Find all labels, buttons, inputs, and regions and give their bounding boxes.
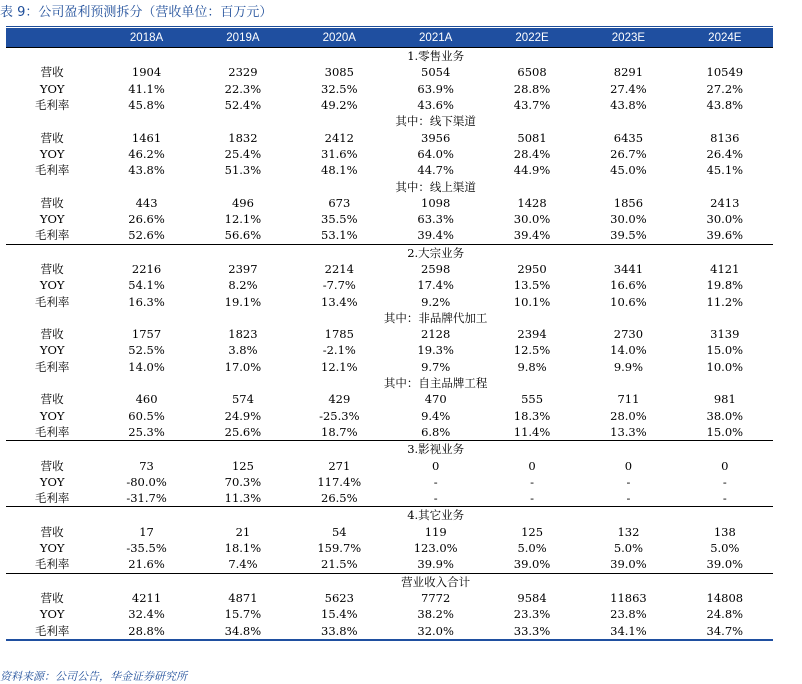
section-title: 1.零售业务 — [98, 48, 773, 65]
value-cell: 2216 — [131, 262, 162, 276]
value-cell: 6435 — [613, 130, 644, 145]
value-cell: 11863 — [610, 590, 647, 605]
value-cell: 10.0% — [706, 359, 744, 374]
value-cell: 4211 — [131, 590, 162, 605]
value-cell: 43.6% — [417, 98, 454, 113]
value-cell: 17 — [139, 524, 154, 539]
table-row — [6, 342, 773, 358]
value-cell: 46.2% — [128, 146, 165, 161]
value-cell: 2329 — [228, 65, 258, 80]
value-cell: 8.2% — [228, 278, 258, 293]
table-row — [6, 606, 773, 622]
value-cell: 271 — [328, 458, 351, 473]
value-cell: -2.1% — [322, 343, 356, 358]
table-row — [6, 97, 773, 113]
value-cell: 32.5% — [321, 81, 358, 96]
value-cell: 1823 — [228, 327, 258, 342]
table-body — [6, 48, 773, 640]
table-row — [6, 540, 773, 556]
value-cell: - — [433, 474, 438, 489]
table-row — [6, 64, 773, 80]
row-label: 毛利率 — [34, 294, 70, 309]
value-cell: 27.4% — [610, 81, 647, 96]
value-cell: 1757 — [131, 327, 162, 342]
value-cell: 41.1% — [128, 81, 165, 96]
value-cell: 39.5% — [610, 228, 647, 243]
table-row — [6, 211, 773, 227]
row-label: 营收 — [40, 130, 64, 145]
value-cell: 159.7% — [317, 541, 362, 556]
value-cell: 60.5% — [128, 408, 165, 423]
value-cell: 1098 — [421, 195, 451, 210]
table-row — [6, 162, 773, 178]
row-label: 营收 — [40, 458, 64, 473]
row-label: YOY — [39, 474, 65, 489]
value-cell: 2598 — [421, 262, 451, 276]
value-cell: 45.8% — [128, 98, 165, 113]
value-cell: 2412 — [324, 130, 354, 145]
value-cell: 14.0% — [128, 359, 165, 374]
table-row — [6, 622, 773, 639]
value-cell: 1461 — [131, 130, 162, 145]
value-cell: 39.9% — [417, 557, 454, 572]
value-cell: 17.0% — [224, 359, 262, 374]
value-cell: 45.1% — [706, 163, 744, 178]
value-cell: 26.6% — [128, 212, 165, 227]
value-cell: 19.3% — [417, 343, 454, 358]
value-cell: 6.8% — [421, 424, 451, 439]
title-divider — [6, 26, 773, 27]
section-blank-cell — [6, 113, 98, 129]
value-cell: 2413 — [710, 195, 740, 210]
section-blank-cell — [6, 48, 98, 65]
section-header-row — [6, 310, 773, 326]
section-title: 3.影视业务 — [98, 441, 773, 458]
value-cell: 8136 — [710, 130, 740, 145]
value-cell: 34.8% — [195, 622, 291, 639]
section-header-row — [6, 441, 773, 458]
value-cell: 39.4% — [417, 228, 454, 243]
value-cell: 2950 — [517, 262, 547, 276]
value-cell: 63.3% — [417, 212, 454, 227]
value-cell: 3441 — [613, 262, 644, 276]
value-cell: 28.0% — [610, 408, 647, 423]
value-cell: 123.0% — [413, 541, 458, 556]
value-cell: 1856 — [613, 195, 644, 210]
value-cell: 5623 — [324, 590, 354, 605]
value-cell: 21 — [235, 524, 251, 539]
value-cell: 3085 — [324, 65, 354, 80]
table-row — [6, 129, 773, 145]
value-cell: 54.1% — [128, 278, 165, 293]
value-cell: 0 — [528, 458, 536, 473]
row-label: YOY — [39, 607, 65, 622]
section-blank-cell — [6, 507, 98, 524]
value-cell: 22.3% — [224, 81, 262, 96]
header-cell: 2023E — [580, 28, 676, 48]
value-cell: -7.7% — [322, 278, 356, 293]
value-cell: 64.0% — [417, 146, 454, 161]
value-cell: 5.0% — [710, 541, 740, 556]
value-cell: 33.3% — [484, 622, 580, 639]
value-cell: 7.4% — [228, 557, 258, 572]
value-cell: 43.7% — [513, 98, 551, 113]
table-row — [6, 424, 773, 441]
value-cell: 6508 — [517, 65, 547, 80]
value-cell: 14.0% — [610, 343, 647, 358]
table-row — [6, 457, 773, 473]
value-cell: 45.0% — [610, 163, 647, 178]
value-cell: 9584 — [517, 590, 547, 605]
value-cell: 1832 — [228, 130, 258, 145]
value-cell: 2730 — [613, 327, 644, 342]
value-cell: 8291 — [613, 65, 644, 80]
header-row — [6, 28, 773, 48]
section-title: 其中：线下渠道 — [395, 114, 476, 129]
value-cell: 23.8% — [610, 607, 647, 622]
value-cell: 30.0% — [610, 212, 647, 227]
value-cell: 12.5% — [513, 343, 551, 358]
value-cell: 119 — [424, 524, 447, 539]
section-header-row — [6, 573, 773, 590]
value-cell: 5.0% — [613, 541, 644, 556]
value-cell: 11.2% — [706, 294, 744, 309]
row-label: 毛利率 — [34, 424, 70, 439]
value-cell: 12.1% — [224, 212, 262, 227]
row-label: 毛利率 — [6, 622, 98, 639]
value-cell: 52.6% — [128, 228, 165, 243]
value-cell: 52.5% — [128, 343, 165, 358]
value-cell: 132 — [617, 524, 640, 539]
section-header-row — [6, 375, 773, 391]
row-label: 营收 — [40, 195, 64, 210]
section-blank-cell — [6, 310, 98, 326]
value-cell: - — [530, 474, 534, 489]
value-cell: 17.4% — [417, 278, 454, 293]
value-cell: 44.9% — [513, 163, 551, 178]
value-cell: 14808 — [706, 590, 744, 605]
row-label: 毛利率 — [34, 557, 70, 572]
value-cell: 5054 — [421, 65, 451, 80]
value-cell: 26.5% — [321, 491, 358, 506]
value-cell: 70.3% — [224, 474, 262, 489]
row-label: YOY — [39, 408, 65, 423]
value-cell: 52.4% — [224, 98, 262, 113]
value-cell: 16.3% — [128, 294, 165, 309]
row-label: YOY — [39, 146, 65, 161]
table-row — [6, 490, 773, 507]
value-cell: 43.8% — [128, 163, 165, 178]
value-cell: 5.0% — [517, 541, 547, 556]
value-cell: 30.0% — [706, 212, 744, 227]
value-cell: 53.1% — [321, 228, 358, 243]
value-cell: 443 — [135, 195, 158, 210]
value-cell: 138 — [713, 524, 736, 539]
value-cell: 38.2% — [417, 607, 454, 622]
value-cell: 49.2% — [321, 98, 358, 113]
section-blank-cell — [6, 244, 98, 261]
value-cell: 673 — [328, 195, 351, 210]
section-title: 营业收入合计 — [98, 573, 773, 590]
table-row — [6, 81, 773, 97]
value-cell: - — [626, 491, 631, 506]
section-title: 其中：自主品牌工程 — [383, 376, 488, 391]
table-row — [6, 556, 773, 573]
value-cell: 11.3% — [224, 491, 262, 506]
value-cell: 429 — [328, 392, 351, 407]
row-label: YOY — [39, 278, 65, 293]
value-cell: 9.2% — [421, 294, 451, 309]
value-cell: 25.3% — [128, 424, 165, 439]
value-cell: 15.4% — [321, 607, 358, 622]
value-cell: 9.7% — [421, 359, 451, 374]
value-cell: 31.6% — [321, 146, 358, 161]
value-cell: 19.1% — [224, 294, 262, 309]
header-cell: 2020A — [291, 28, 387, 48]
row-label: 营收 — [40, 524, 64, 539]
value-cell: 10549 — [706, 65, 744, 80]
value-cell: 5081 — [517, 130, 547, 145]
value-cell: 15.0% — [706, 343, 744, 358]
value-cell: 28.8% — [513, 81, 551, 96]
value-cell: 73 — [139, 458, 154, 473]
value-cell: 10.6% — [610, 294, 647, 309]
value-cell: 460 — [135, 392, 158, 407]
value-cell: 0 — [721, 458, 729, 473]
table-row — [6, 524, 773, 540]
value-cell: 18.3% — [513, 408, 551, 423]
value-cell: 10.1% — [513, 294, 551, 309]
row-label: 营收 — [40, 590, 64, 605]
table-row — [6, 146, 773, 162]
value-cell: 33.8% — [291, 622, 387, 639]
table-row — [6, 474, 773, 490]
value-cell: 2397 — [228, 262, 258, 276]
table-row — [6, 408, 773, 424]
table-row — [6, 261, 773, 277]
section-title: 其中：线上渠道 — [395, 179, 476, 194]
value-cell: 28.8% — [98, 622, 194, 639]
value-cell: 34.1% — [580, 622, 676, 639]
row-label: 毛利率 — [34, 98, 70, 113]
value-cell: 32.0% — [387, 622, 483, 639]
value-cell: 0 — [432, 458, 440, 473]
value-cell: 711 — [617, 392, 640, 407]
value-cell: 39.0% — [610, 557, 647, 572]
value-cell: 2128 — [421, 327, 451, 342]
value-cell: 1428 — [517, 195, 547, 210]
value-cell: 13.5% — [513, 278, 551, 293]
row-label: 毛利率 — [34, 163, 70, 178]
table-row — [6, 293, 773, 309]
value-cell: 9.9% — [613, 359, 644, 374]
value-cell: 30.0% — [513, 212, 551, 227]
table-row — [6, 277, 773, 293]
value-cell: 15.7% — [224, 607, 262, 622]
row-label: 毛利率 — [34, 491, 70, 506]
value-cell: 13.3% — [610, 424, 647, 439]
row-label: 营收 — [40, 262, 64, 276]
value-cell: 39.0% — [513, 557, 551, 572]
value-cell: 32.4% — [128, 607, 165, 622]
value-cell: 25.6% — [224, 424, 262, 439]
value-cell: 117.4% — [317, 474, 362, 489]
value-cell: 3956 — [421, 130, 451, 145]
section-title: 2.大宗业务 — [98, 244, 773, 261]
value-cell: 44.7% — [417, 163, 454, 178]
value-cell: 125 — [521, 524, 544, 539]
row-label: YOY — [39, 81, 65, 96]
header-cell: 2019A — [195, 28, 291, 48]
table-row — [6, 195, 773, 211]
value-cell: 23.3% — [513, 607, 551, 622]
value-cell: 63.9% — [417, 81, 454, 96]
value-cell: 9.8% — [517, 359, 547, 374]
section-header-row — [6, 113, 773, 129]
value-cell: - — [626, 474, 631, 489]
row-label: 营收 — [40, 327, 64, 342]
value-cell: 56.6% — [224, 228, 262, 243]
value-cell: 18.1% — [224, 541, 262, 556]
value-cell: 27.2% — [706, 81, 744, 96]
value-cell: 1904 — [131, 65, 162, 80]
value-cell: 4871 — [228, 590, 258, 605]
table-title: 表 9：公司盈利预测拆分（营收单位：百万元） — [0, 5, 273, 20]
header-cell — [6, 28, 98, 48]
value-cell: 125 — [231, 458, 254, 473]
value-cell: 3.8% — [228, 343, 258, 358]
header-cell: 2022E — [484, 28, 580, 48]
header-cell: 2021A — [387, 28, 483, 48]
value-cell: 39.4% — [513, 228, 551, 243]
value-cell: 35.5% — [321, 212, 358, 227]
table-row — [6, 391, 773, 407]
value-cell: 7772 — [421, 590, 451, 605]
value-cell: 0 — [624, 458, 633, 473]
value-cell: 38.0% — [706, 408, 744, 423]
value-cell: 2394 — [517, 327, 547, 342]
value-cell: 24.9% — [224, 408, 262, 423]
value-cell: 28.4% — [513, 146, 551, 161]
value-cell: 13.4% — [321, 294, 358, 309]
value-cell: 15.0% — [706, 424, 744, 439]
value-cell: - — [530, 491, 534, 506]
value-cell: 21.5% — [321, 557, 358, 572]
value-cell: 470 — [424, 392, 447, 407]
value-cell: 39.6% — [706, 228, 744, 243]
value-cell: 981 — [713, 392, 736, 407]
value-cell: - — [433, 491, 438, 506]
section-header-row — [6, 244, 773, 261]
header-cell: 2018A — [98, 28, 194, 48]
row-label: 营收 — [40, 392, 64, 407]
section-blank-cell — [6, 573, 98, 590]
value-cell: 24.8% — [706, 607, 744, 622]
row-label: YOY — [39, 212, 65, 227]
value-cell: -35.5% — [126, 541, 167, 556]
section-blank-cell — [6, 178, 98, 194]
value-cell: - — [722, 491, 727, 506]
value-cell: -80.0% — [126, 474, 167, 489]
section-blank-cell — [6, 441, 98, 458]
value-cell: 18.7% — [321, 424, 358, 439]
value-cell: 48.1% — [321, 163, 358, 178]
value-cell: 16.6% — [610, 278, 647, 293]
table-row — [6, 359, 773, 375]
row-label: YOY — [39, 343, 65, 358]
section-header-row — [6, 507, 773, 524]
header-cell: 2024E — [677, 28, 773, 48]
section-header-row — [6, 48, 773, 65]
value-cell: 43.8% — [610, 98, 647, 113]
value-cell: 34.7% — [677, 622, 773, 639]
value-cell: 51.3% — [224, 163, 262, 178]
section-header-row — [6, 178, 773, 194]
value-cell: -25.3% — [319, 408, 360, 423]
row-label: 营收 — [40, 65, 64, 80]
source-note: 资料来源：公司公告，华金证券研究所 — [0, 670, 187, 683]
table-row — [6, 227, 773, 244]
value-cell: 26.7% — [610, 146, 647, 161]
section-title: 其中：非品牌代加工 — [383, 310, 488, 325]
value-cell: 26.4% — [706, 146, 744, 161]
table-row — [6, 326, 773, 342]
forecast-table — [6, 28, 773, 641]
value-cell: 54 — [331, 524, 347, 539]
value-cell: 25.4% — [224, 146, 262, 161]
value-cell: 19.8% — [706, 278, 744, 293]
value-cell: 4121 — [710, 262, 740, 276]
row-label: 毛利率 — [34, 228, 70, 243]
value-cell: 39.0% — [706, 557, 744, 572]
value-cell: 496 — [231, 195, 254, 210]
value-cell: 574 — [231, 392, 254, 407]
value-cell: 1785 — [324, 327, 354, 342]
value-cell: 21.6% — [128, 557, 165, 572]
value-cell: 43.8% — [706, 98, 744, 113]
row-label: 毛利率 — [34, 359, 70, 374]
value-cell: 555 — [521, 392, 544, 407]
section-title: 4.其它业务 — [98, 507, 773, 524]
value-cell: 9.4% — [421, 408, 451, 423]
value-cell: 2214 — [324, 262, 354, 276]
value-cell: 11.4% — [513, 424, 551, 439]
value-cell: 12.1% — [321, 359, 358, 374]
value-cell: -31.7% — [126, 491, 167, 506]
value-cell: - — [722, 474, 727, 489]
section-blank-cell — [6, 375, 98, 391]
row-label: YOY — [39, 541, 65, 556]
table-row — [6, 590, 773, 606]
value-cell: 3139 — [710, 327, 740, 342]
